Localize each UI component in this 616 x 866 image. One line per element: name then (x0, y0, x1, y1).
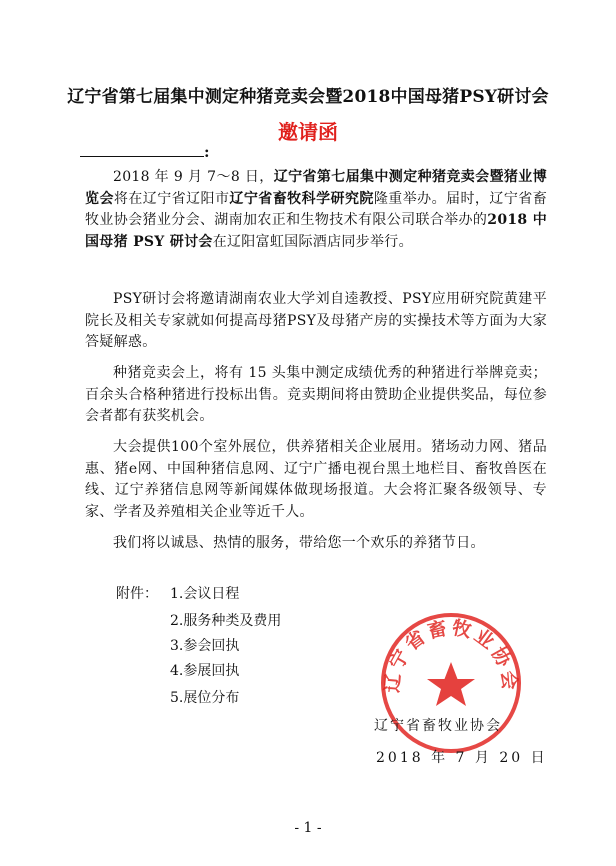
p1-seminar: 2018 中国母猪 PSY 研讨会 (85, 212, 548, 250)
svg-text:辽宁省畜牧业协会: 辽宁省畜牧业协会 (381, 616, 521, 694)
attachment-item: 3.参会回执 (170, 638, 240, 654)
paragraph-1 (85, 167, 547, 253)
attachments-label: 附件： (116, 586, 158, 602)
seal-stamp-icon (376, 608, 526, 758)
signature-date: 2018 年 7 月 20 日 (376, 750, 548, 766)
document-title: 辽宁省第七届集中测定种猪竞卖会暨2018中国母猪PSY研讨会 (67, 87, 549, 107)
paragraph-3: 种猪竞卖会上，将有 15 头集中测定成绩优秀的种猪进行举牌竞卖；百余头合格种猪进行投标出售。竞卖期间将由赞助企业提供奖品，每位参会者都有获奖机会。 (85, 365, 547, 424)
p1-event: 辽宁省第七届集中测定种猪竞卖会暨猪业博览会 (85, 169, 547, 207)
paragraph-2: PSY研讨会将邀请湖南农业大学刘自逵教授、PSY应用研究院黄建平院长及相关专家就如何提高母猪PSY及母猪产房的实操技术等方面为大家答疑解惑。 (85, 291, 547, 350)
signature-organization: 辽宁省畜牧业协会 (374, 718, 502, 734)
p1-date: 2018 年 9 月 7～8 日， (113, 169, 274, 185)
attachment-item: 1.会议日程 (170, 586, 240, 602)
p1-venue: 辽宁省畜牧科学研究院 (229, 190, 374, 207)
p1-hotel: 在辽阳富虹国际酒店同步举行。 (212, 233, 413, 250)
attachment-item: 5.展位分布 (170, 690, 240, 706)
paragraph-4: 大会提供100个室外展位，供养猪相关企业展用。猪场动力网、猪品惠、猪e网、中国种猪信息网、辽宁广播电视台黑土地栏目、畜牧兽医在线、辽宁养猪信息网等新闻媒体做现场报道。大会将汇聚各级领导、专家、学者及养殖相关企业等近千人。 (85, 439, 547, 520)
attachment-item: 2.服务种类及费用 (170, 613, 282, 629)
attachment-item: 4.参展回执 (170, 663, 240, 679)
salutation (80, 143, 210, 161)
p1-cohost: 隆重举办。届时，辽宁省畜牧业协会猪业分会、湖南加农正和生物技术有限公司联合举办的 (85, 190, 547, 228)
salutation-colon: : (204, 143, 210, 161)
page-number: - 1 - (294, 820, 322, 836)
salutation-blank (80, 144, 204, 157)
document-subtitle: 邀请函 (278, 120, 338, 144)
p1-location: 将在辽宁省辽阳市 (113, 190, 230, 207)
paragraph-5: 我们将以诚恳、热情的服务，带给您一个欢乐的养猪节日。 (113, 535, 485, 551)
